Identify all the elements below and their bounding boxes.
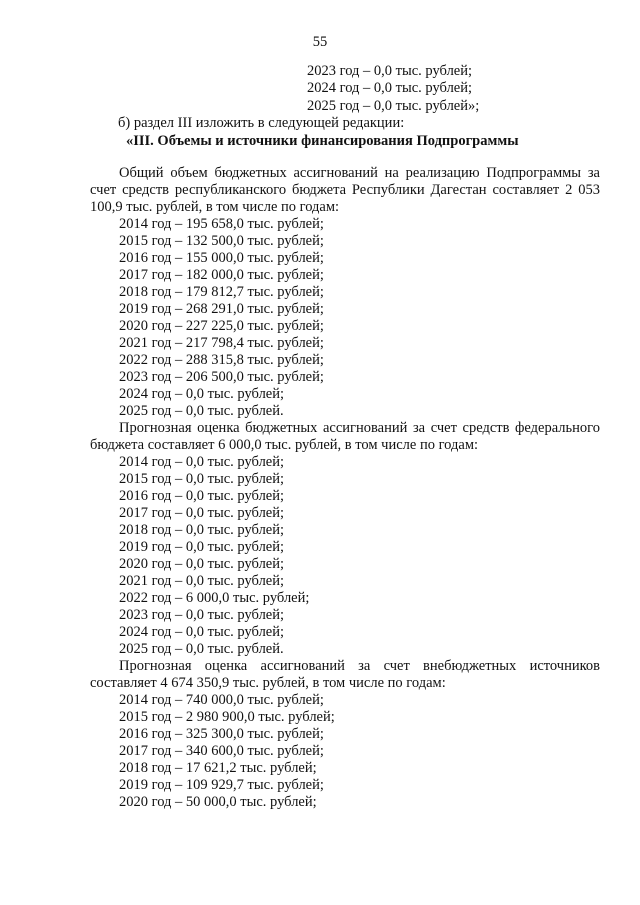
list-item: 2022 год – 288 315,8 тыс. рублей; <box>119 352 324 368</box>
list-item: 2019 год – 268 291,0 тыс. рублей; <box>119 301 324 317</box>
list-item: 2022 год – 6 000,0 тыс. рублей; <box>119 590 310 606</box>
list-item: 2020 год – 227 225,0 тыс. рублей; <box>119 318 324 334</box>
list-item: 2014 год – 740 000,0 тыс. рублей; <box>119 692 324 708</box>
list-item: 2015 год – 132 500,0 тыс. рублей; <box>119 233 324 249</box>
year-list-republican <box>90 216 600 420</box>
paragraph-extrabudgetary: Прогнозная оценка ассигнований за счет внебюджетных источников составляет 4 674 350,9 тыс. рублей, в том числе по годам: <box>90 658 600 691</box>
list-item: 2021 год – 0,0 тыс. рублей; <box>119 573 285 589</box>
list-item: 2017 год – 0,0 тыс. рублей; <box>119 505 285 521</box>
list-item: 2016 год – 0,0 тыс. рублей; <box>119 488 285 504</box>
list-item: 2023 год – 0,0 тыс. рублей; <box>119 607 285 623</box>
list-item: 2017 год – 340 600,0 тыс. рублей; <box>119 743 324 759</box>
list-item: 2015 год – 2 980 900,0 тыс. рублей; <box>119 709 335 725</box>
list-item: 2023 год – 206 500,0 тыс. рублей; <box>119 369 324 385</box>
list-item: 2019 год – 0,0 тыс. рублей; <box>119 539 285 555</box>
list-item: 2023 год – 0,0 тыс. рублей; <box>307 63 473 79</box>
amendment-instruction: б) раздел III изложить в следующей редакции: <box>118 115 405 131</box>
year-list-extrabudgetary <box>90 692 600 811</box>
paragraph-republican-budget: Общий объем бюджетных ассигнований на реализацию Подпрограммы за счет средств республиканского бюджета Республики Дагестан составляет 2 053 100,9 тыс. рублей, в том числе по годам: <box>90 165 600 215</box>
continued-year-list <box>307 63 479 115</box>
list-item: 2018 год – 17 621,2 тыс. рублей; <box>119 760 317 776</box>
list-item: 2015 год – 0,0 тыс. рублей; <box>119 471 285 487</box>
list-item: 2021 год – 217 798,4 тыс. рублей; <box>119 335 324 351</box>
list-item: 2024 год – 0,0 тыс. рублей; <box>119 386 285 402</box>
list-item: 2025 год – 0,0 тыс. рублей. <box>119 403 284 419</box>
year-list-federal <box>90 454 600 658</box>
list-item: 2025 год – 0,0 тыс. рублей»; <box>307 97 480 114</box>
section-heading: «III. Объемы и источники финансирования Подпрограммы <box>126 133 519 149</box>
paragraph-federal-budget: Прогнозная оценка бюджетных ассигнований за счет средств федерального бюджета составляет 6 000,0 тыс. рублей, в том числе по годам: <box>90 420 600 453</box>
list-item: 2020 год – 50 000,0 тыс. рублей; <box>119 794 317 810</box>
list-item: 2016 год – 155 000,0 тыс. рублей; <box>119 250 324 266</box>
page-number: 55 <box>312 34 328 50</box>
list-item: 2017 год – 182 000,0 тыс. рублей; <box>119 267 324 283</box>
list-item: 2024 год – 0,0 тыс. рублей; <box>307 80 473 97</box>
document-body <box>90 165 600 811</box>
list-item: 2016 год – 325 300,0 тыс. рублей; <box>119 726 324 742</box>
list-item: 2025 год – 0,0 тыс. рублей. <box>119 641 284 657</box>
list-item: 2018 год – 0,0 тыс. рублей; <box>119 522 285 538</box>
list-item: 2014 год – 0,0 тыс. рублей; <box>119 454 285 470</box>
list-item: 2020 год – 0,0 тыс. рублей; <box>119 556 285 572</box>
list-item: 2014 год – 195 658,0 тыс. рублей; <box>119 216 324 232</box>
list-item: 2018 год – 179 812,7 тыс. рублей; <box>119 284 324 300</box>
list-item: 2019 год – 109 929,7 тыс. рублей; <box>119 777 324 793</box>
list-item: 2024 год – 0,0 тыс. рублей; <box>119 624 285 640</box>
